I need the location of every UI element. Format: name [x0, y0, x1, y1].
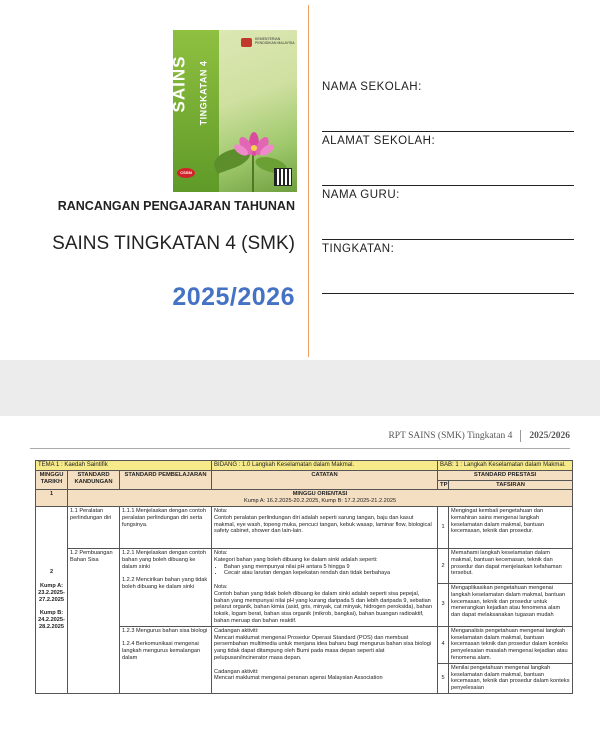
- sk-cell: 1.1 Peralatan perlindungan diri: [68, 506, 120, 548]
- info-fields: [322, 78, 574, 294]
- rpt-title: RANCANGAN PENGAJARAN TAHUNAN: [57, 199, 295, 213]
- sk-cell: 1.2 Pembuangan Bahan Sisa: [68, 548, 120, 693]
- school-name-field[interactable]: NAMA SEKOLAH:: [322, 78, 574, 132]
- header-prestasi: STANDARD PRESTASI: [438, 470, 573, 480]
- table-header-row: [36, 470, 573, 480]
- book-subtitle: TINGKATAN 4: [198, 60, 209, 126]
- header-tp: TP: [438, 480, 449, 490]
- rpt-table: [35, 460, 573, 694]
- qr-code-icon: [274, 168, 292, 186]
- tema-row: [36, 461, 573, 471]
- tafsiran-cell: Mengaplikasikan pengetahuan mengenai langkah keselamatan dalam makmal, bantuan kecemasan, teknik dan prosedur untuk menerangkan kejadian atau fenomena alam dan dapat melaksanakan tugasan mudah: [449, 583, 573, 626]
- table-row: [36, 506, 573, 548]
- orientation-cell: MINGGU ORIENTASI Kump A: 16.2.2025-20.2.2025, Kump B: 17.2.2025-21.2.2025: [68, 490, 573, 507]
- teacher-name-field[interactable]: NAMA GURU:: [322, 186, 574, 240]
- week-2-cell: 2 Kump A: 23.2.2025-27.2.2025 Kump B: 24.2.2025-28.2.2025: [36, 506, 68, 693]
- header-sk: STANDARD KANDUNGAN: [68, 470, 120, 490]
- school-address-field[interactable]: ALAMAT SEKOLAH:: [322, 132, 574, 186]
- subject-title: SAINS TINGKATAN 4 (SMK): [52, 233, 295, 254]
- header-sp: STANDARD PEMBELAJARAN: [120, 470, 212, 490]
- cssm-badge: CSSM: [177, 168, 195, 178]
- table-row: [36, 548, 573, 583]
- bidang-cell: BIDANG : 1.0 Langkah Keselamatan dalam Makmal.: [212, 461, 438, 471]
- page-header: [388, 430, 570, 442]
- tafsiran-cell: Memahami langkah keselamatan dalam makmal, bantuan kecemasan, teknik dan prosedur dan dapat menjelaskan kefahaman tersebut.: [449, 548, 573, 583]
- catatan-cell: Nota: Kategori bahan yang boleh dibuang ke dalam sinki adalah seperti: • Bahan yang mempunyai nilai pH antara 5 hingga 9 • Cecair atau larutan dengan kepekatan rendah dan tidak berbahaya Nota: Contoh bahan yang tidak boleh dibuang ke dalam sinki adalah seperti sisa pepejal, bahan yang mempunyai nilai pH yang kurang daripada 5 dan lebih daripada 9, sebatian pelarut organik, bahan kimia (asid, gris, minyak, cat minyak, hidrogen peroksida), bahan toksik, logam berat, bahan sisa organik (mikrob, bangkai), bahan buangan radioaktif, bahan meruap dan bahan reaktif.: [212, 548, 438, 626]
- tp-cell: 5: [438, 663, 449, 693]
- form-level-field[interactable]: TINGKATAN:: [322, 240, 574, 294]
- header-doc-title: RPT SAINS (SMK) Tingkatan 4: [388, 431, 513, 442]
- orientation-week: 1: [36, 490, 68, 507]
- sp-cell: 1.1.1 Menjelaskan dengan contoh peralatan perlindungan diri serta fungsinya.: [120, 506, 212, 548]
- header-tafsiran: TAFSIRAN: [449, 480, 573, 490]
- tafsiran-cell: Menilai pengetahuan mengenai langkah keselamatan dalam makmal, bantuan kecemasan, teknik dan prosedur dalam konteks penyelesaian: [449, 663, 573, 693]
- tema-cell: TEMA 1 : Kaedah Saintifik: [36, 461, 212, 471]
- orientation-row: [36, 490, 573, 507]
- header-year: 2025/2026: [529, 431, 570, 442]
- bab-cell: BAB: 1 : Langkah Keselamatan dalam Makmal.: [438, 461, 573, 471]
- academic-year: 2025/2026: [172, 283, 295, 311]
- tafsiran-cell: Mengingat kembali pengetahuan dan kemahiran sains mengenai langkah keselamatan dalam makmal, bantuan kecemasan, teknik dan prosedur.: [449, 506, 573, 548]
- ministry-logo-icon: [241, 38, 252, 47]
- book-publisher: KEMENTERIAN PENDIDIKAN MALAYSIA: [255, 37, 295, 45]
- tafsiran-cell: Menganalisis pengetahuan mengenai langkah keselamatan dalam makmal, bantuan kecemasan teknik dan prosedur dalam konteks penyelesaian masalah mengenai kejadian atau fenomena alam.: [449, 626, 573, 663]
- rpt-page: [0, 416, 600, 731]
- header-rule: [30, 448, 570, 449]
- divider-line: [308, 5, 309, 357]
- textbook-cover-image: [169, 30, 297, 192]
- catatan-cell: Nota: Contoh peralatan perlindungan diri adalah seperti sarung tangan, baju dan kasut makmal, eye wash, topeng muka, pencuci tangan, kebuk wasap, laminar flow, biological safety cabinet, shower dan lain-lain.: [212, 506, 438, 548]
- sp-cell: 1.2.3 Mengurus bahan sisa biologi 1.2.4 Berkomunikasi mengenai langkah mengurus kemalangan dalam: [120, 626, 212, 693]
- page-gap: [0, 360, 600, 416]
- tp-cell: 2: [438, 548, 449, 583]
- tp-cell: 4: [438, 626, 449, 663]
- book-title: SAINS: [169, 55, 189, 113]
- tp-cell: 3: [438, 583, 449, 626]
- catatan-cell: Cadangan aktiviti: Mencari maklumat mengenai Prosedur Operasi Standard (POS) dan membuat persembahan multimedia untuk menjana idea baharu bagi mengurus bahan sisa biologi yang tidak dapat ditampung oleh Bumi pada masa depan seperti alat pelupusan/incinerator masa depan. Cadangan aktiviti: Mencari maklumat mengenai peranan agensi Malaysian Association: [212, 626, 438, 693]
- sp-cell: 1.2.1 Menjelaskan dengan contoh bahan yang boleh dibuang ke dalam sinki 1.2.2 Mencirikan bahan yang tidak boleh dibuang ke dalam sinki: [120, 548, 212, 626]
- cover-page: [0, 0, 600, 360]
- header-minggu: MINGGU TARIKH: [36, 470, 68, 490]
- lotus-flower-icon: [233, 128, 275, 158]
- header-catatan: CATATAN: [212, 470, 438, 490]
- tp-cell: 1: [438, 506, 449, 548]
